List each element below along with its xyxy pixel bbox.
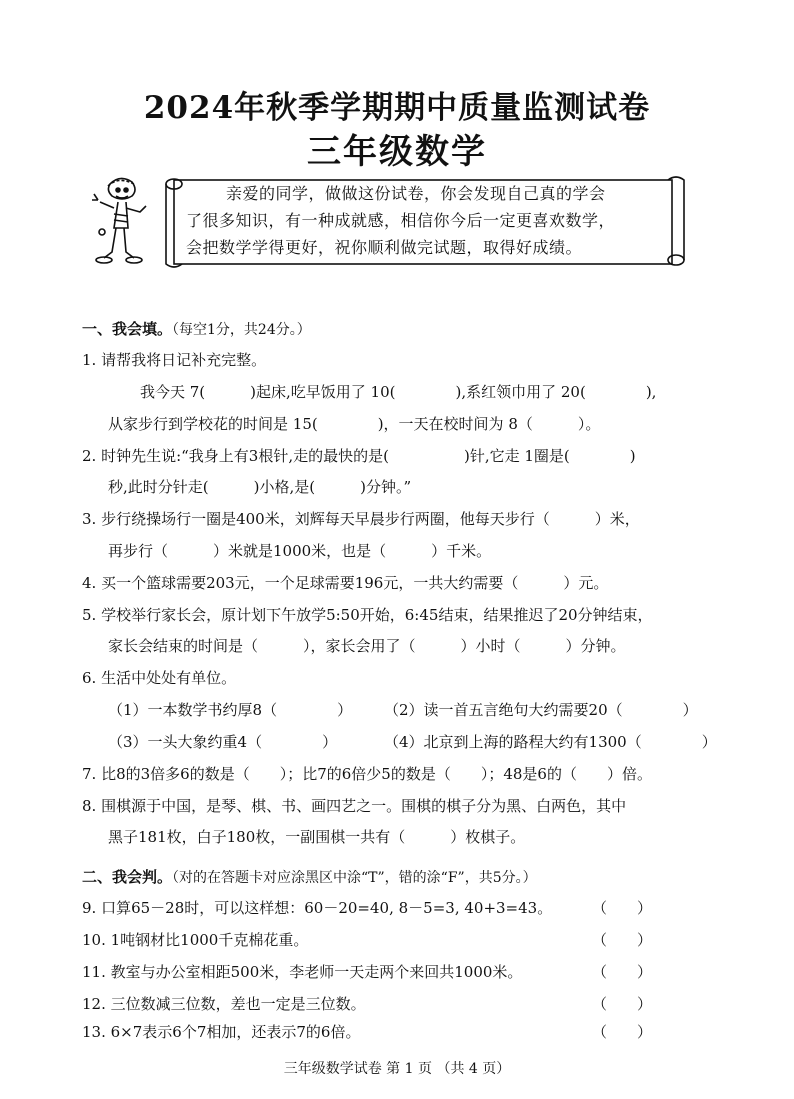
judge-answer-13[interactable]: （ ） [592, 1023, 653, 1041]
question-5-line-1: 5. 学校举行家长会，原计划下午放学5:50开始，6:45结束，结果推迟了20分钟结束， [82, 606, 653, 624]
intro-line-1: 亲爱的同学，做做这份试卷，你会发现自己真的学会 [226, 184, 606, 203]
question-1-prompt: 1. 请帮我将日记补充完整。 [82, 351, 267, 369]
question-6-item-1: （1）一本数学书约厚8（ ） [108, 701, 353, 719]
page-footer: 三年级数学试卷 第 1 页 （共 4 页） [283, 1061, 511, 1077]
question-2-line-1: 2. 时钟先生说:“我身上有3根针,走的最快的是( )针,它走 1圈是( ) [82, 447, 636, 465]
question-6-item-3: （3）一头大象约重4（ ） [108, 733, 338, 751]
question-3-line-2: 再步行（ ）米就是1000米，也是（ ）千米。 [108, 542, 492, 560]
question-8-line-2: 黑子181枚，白子180枚，一副围棋一共有（ ）枚棋子。 [108, 828, 526, 846]
section2-heading: 二、我会判。 [82, 868, 173, 886]
judge-item-12: 12. 三位数减三位数，差也一定是三位数。 [82, 995, 366, 1013]
exam-title: 2024年秋季学期期中质量监测试卷 [143, 90, 651, 126]
judge-item-13: 13. 6×7表示6个7相加，还表示7的6倍。 [82, 1023, 361, 1041]
judge-answer-11[interactable]: （ ） [592, 963, 653, 981]
judge-answer-9[interactable]: （ ） [592, 899, 653, 917]
judge-item-10: 10. 1吨钢材比1000千克棉花重。 [82, 931, 309, 949]
question-2-line-2: 秒,此时分针走( )小格,是( )分钟。” [108, 478, 412, 496]
intro-line-2: 了很多知识，有一种成就感，相信你今后一定更喜欢数学， [186, 211, 616, 230]
question-1-line-3: 从家步行到学校花的时间是 15( )，一天在校时间为 8（ ）。 [108, 415, 601, 433]
mascot-illustration [88, 172, 154, 272]
intro-line-3: 会把数学学得更好，祝你顺利做完试题，取得好成绩。 [186, 238, 583, 257]
question-6-prompt: 6. 生活中处处有单位。 [82, 669, 237, 687]
question-6-item-2: （2）读一首五言绝句大约需要20（ ） [384, 701, 698, 719]
question-6-item-4: （4）北京到上海的路程大约有1300（ ） [384, 733, 717, 751]
question-1-line-2: 我今天 7( )起床,吃早饭用了 10( ),系红领巾用了 20( ), [140, 383, 657, 401]
judge-answer-10[interactable]: （ ） [592, 931, 653, 949]
section1-note: （每空1分，共24分。） [172, 322, 311, 338]
question-4: 4. 买一个篮球需要203元，一个足球需要196元，一共大约需要（ ）元。 [82, 574, 609, 592]
judge-item-11: 11. 教室与办公室相距500米，李老师一天走两个来回共1000米。 [82, 963, 523, 981]
section1-heading-row [82, 318, 311, 339]
question-3-line-1: 3. 步行绕操场行一圈是400米，刘辉每天早晨步行两圈，他每天步行（ ）米， [82, 510, 640, 528]
judge-answer-12[interactable]: （ ） [592, 995, 653, 1013]
intro-message [186, 180, 676, 261]
section2-heading-row [82, 866, 537, 887]
question-8-line-1: 8. 围棋源于中国，是琴、棋、书、画四艺之一。围棋的棋子分为黑、白两色，其中 [82, 797, 627, 815]
judge-item-9: 9. 口算65－28时，可以这样想：60－20=40, 8－5=3, 40+3=43。 [82, 899, 553, 917]
section1-heading: 一、我会填。 [82, 320, 173, 338]
question-5-line-2: 家长会结束的时间是（ ），家长会用了（ ）小时（ ）分钟。 [108, 637, 626, 655]
section2-note: （对的在答题卡对应涂黑区中涂“T”，错的涂“F”，共5分。） [172, 870, 537, 886]
exam-subtitle: 三年级数学 [307, 132, 487, 172]
question-7: 7. 比8的3倍多6的数是（ ）；比7的6倍少5的数是（ ）；48是6的（ ）倍。 [82, 765, 652, 783]
